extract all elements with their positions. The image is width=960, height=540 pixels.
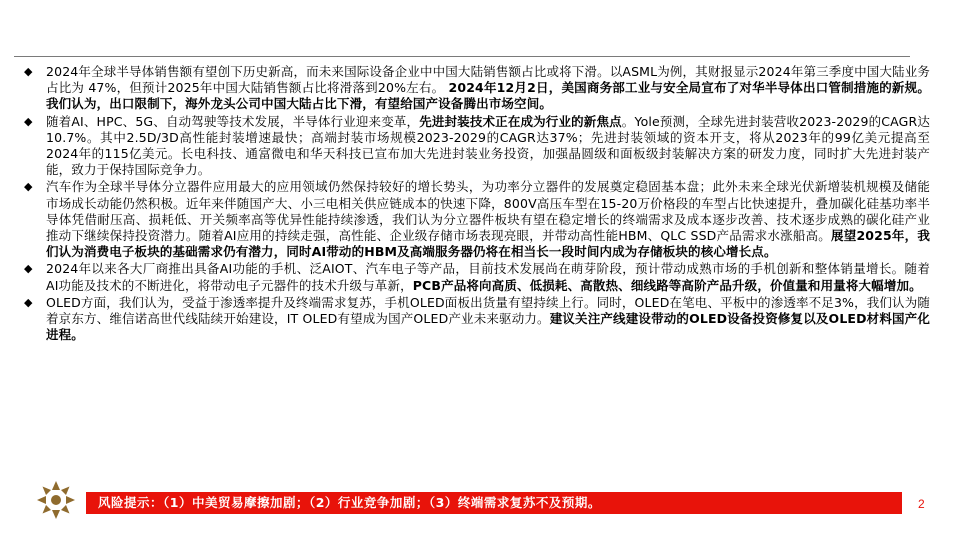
diamond-icon: ◆ — [24, 262, 33, 276]
diamond-icon: ◆ — [24, 114, 33, 128]
bullet-emphasis: 建议关注产线建设带动的OLED设备投资修复以及OLED材料国产化进程。 — [46, 311, 930, 343]
page-number: 2 — [918, 497, 925, 511]
diamond-icon: ◆ — [24, 180, 33, 194]
bullet-emphasis: 展望2025年，我们认为消费电子板块的基础需求仍有潜力，同时AI带动的HBM及高端服务器仍将在相当长一段时间内成为存储板块的核心增长点。 — [46, 228, 930, 260]
diamond-icon: ◆ — [24, 295, 33, 309]
bullet-emphasis: 先进封装技术正在成为行业的新焦点 — [419, 113, 622, 129]
diamond-icon: ◆ — [24, 65, 33, 78]
top-divider — [14, 56, 910, 57]
company-logo-icon — [36, 480, 76, 520]
bullet-list — [24, 64, 930, 344]
bullet-text: 随着AI、HPC、5G、自动驾驶等技术发展，半导体行业迎来变革， — [46, 113, 420, 129]
bullet-item-advanced-packaging — [24, 114, 930, 179]
bullet-item-power-devices — [24, 179, 930, 260]
bullet-item-global-sales — [24, 64, 930, 113]
bullet-item-ai-devices — [24, 261, 930, 293]
bullet-text-tail: 。Yole预测，全球先进封装营收2023-2029的CAGR达10.7%。其中2.5D/3D高性能封装增速最快；高端封装市场规模2023-2029的CAGR达37%；先进封装领域的资本开支，将从2023年的99亿美元提高至2024年的115亿美元。长电科技、通富微电和华天科技已宣布加大先进封装业务投资，加强晶圆级和面板级封装解决方案的研发力度，同时扩大先进封装产能，致力于保持国际竞争力。 — [46, 113, 930, 178]
bullet-text: 2024年以来各大厂商推出具备AI功能的手机、泛AIOT、汽车电子等产品，目前技术发展尚在萌芽阶段，预计带动成熟市场的手机创新和整体销量增长。随着AI功能及技术的不断进化，将带动电子元器件的技术升级与革新， — [46, 261, 930, 293]
bullet-item-oled — [24, 295, 930, 344]
bullet-text: OLED方面，我们认为，受益于渗透率提升及终端需求复苏，手机OLED面板出货量有望持续上行。同时，OLED在笔电、平板中的渗透率不足3%，我们认为随着京东方、维信诺高世代线陆续开始建设，IT OLED有望成为国产OLED产业未来驱动力。 — [46, 294, 930, 327]
bullet-emphasis: 2024年12月2日，美国商务部工业与安全局宣布了对华半导体出口管制措施的新规。我们认为，出口限制下，海外龙头公司中国大陆占比下滑，有望给国产设备腾出市场空间。 — [46, 80, 931, 112]
bullet-text: 2024年全球半导体销售额有望创下历史新高，而未来国际设备企业中中国大陆销售额占比或将下滑。以ASML为例，其财报显示2024年第三季度中国大陆业务占比为 47%，但预计2025年中国大陆销售额占比将滑落到20%左右。 — [46, 64, 930, 96]
bullet-emphasis: PCB产品将向高质、低损耗、高散热、细线路等高阶产品升级，价值量和用量将大幅增加。 — [412, 277, 922, 293]
bullet-text: 汽车作为全球半导体分立器件应用最大的应用领域仍然保持较好的增长势头，为功率分立器件的发展奠定稳固基本盘；此外未来全球光伏新增装机规模及储能市场成长动能仍然积极。近年来伴随国产大、小三电相关供应链成本的快速下降，800V高压车型在15-20万价格段的车型占比快速提升，叠加碳化硅基功率半导体凭借耐压高、损耗低、开关频率高等优异性能持续渗透，我们认为分立器件板块有望在稳定增长的终端需求及成本逐步改善、技术逐步成熟的碳化硅产业推动下继续保持投资潜力。随着AI应用的持续走强，高性能、企业级存储市场表现亮眼，并带动高性能HBM、QLC SSD产品需求水涨船高。 — [46, 179, 930, 244]
risk-warning-bar: 风险提示：（1）中美贸易摩擦加剧；（2）行业竞争加剧；（3）终端需求复苏不及预期。 — [86, 492, 902, 514]
